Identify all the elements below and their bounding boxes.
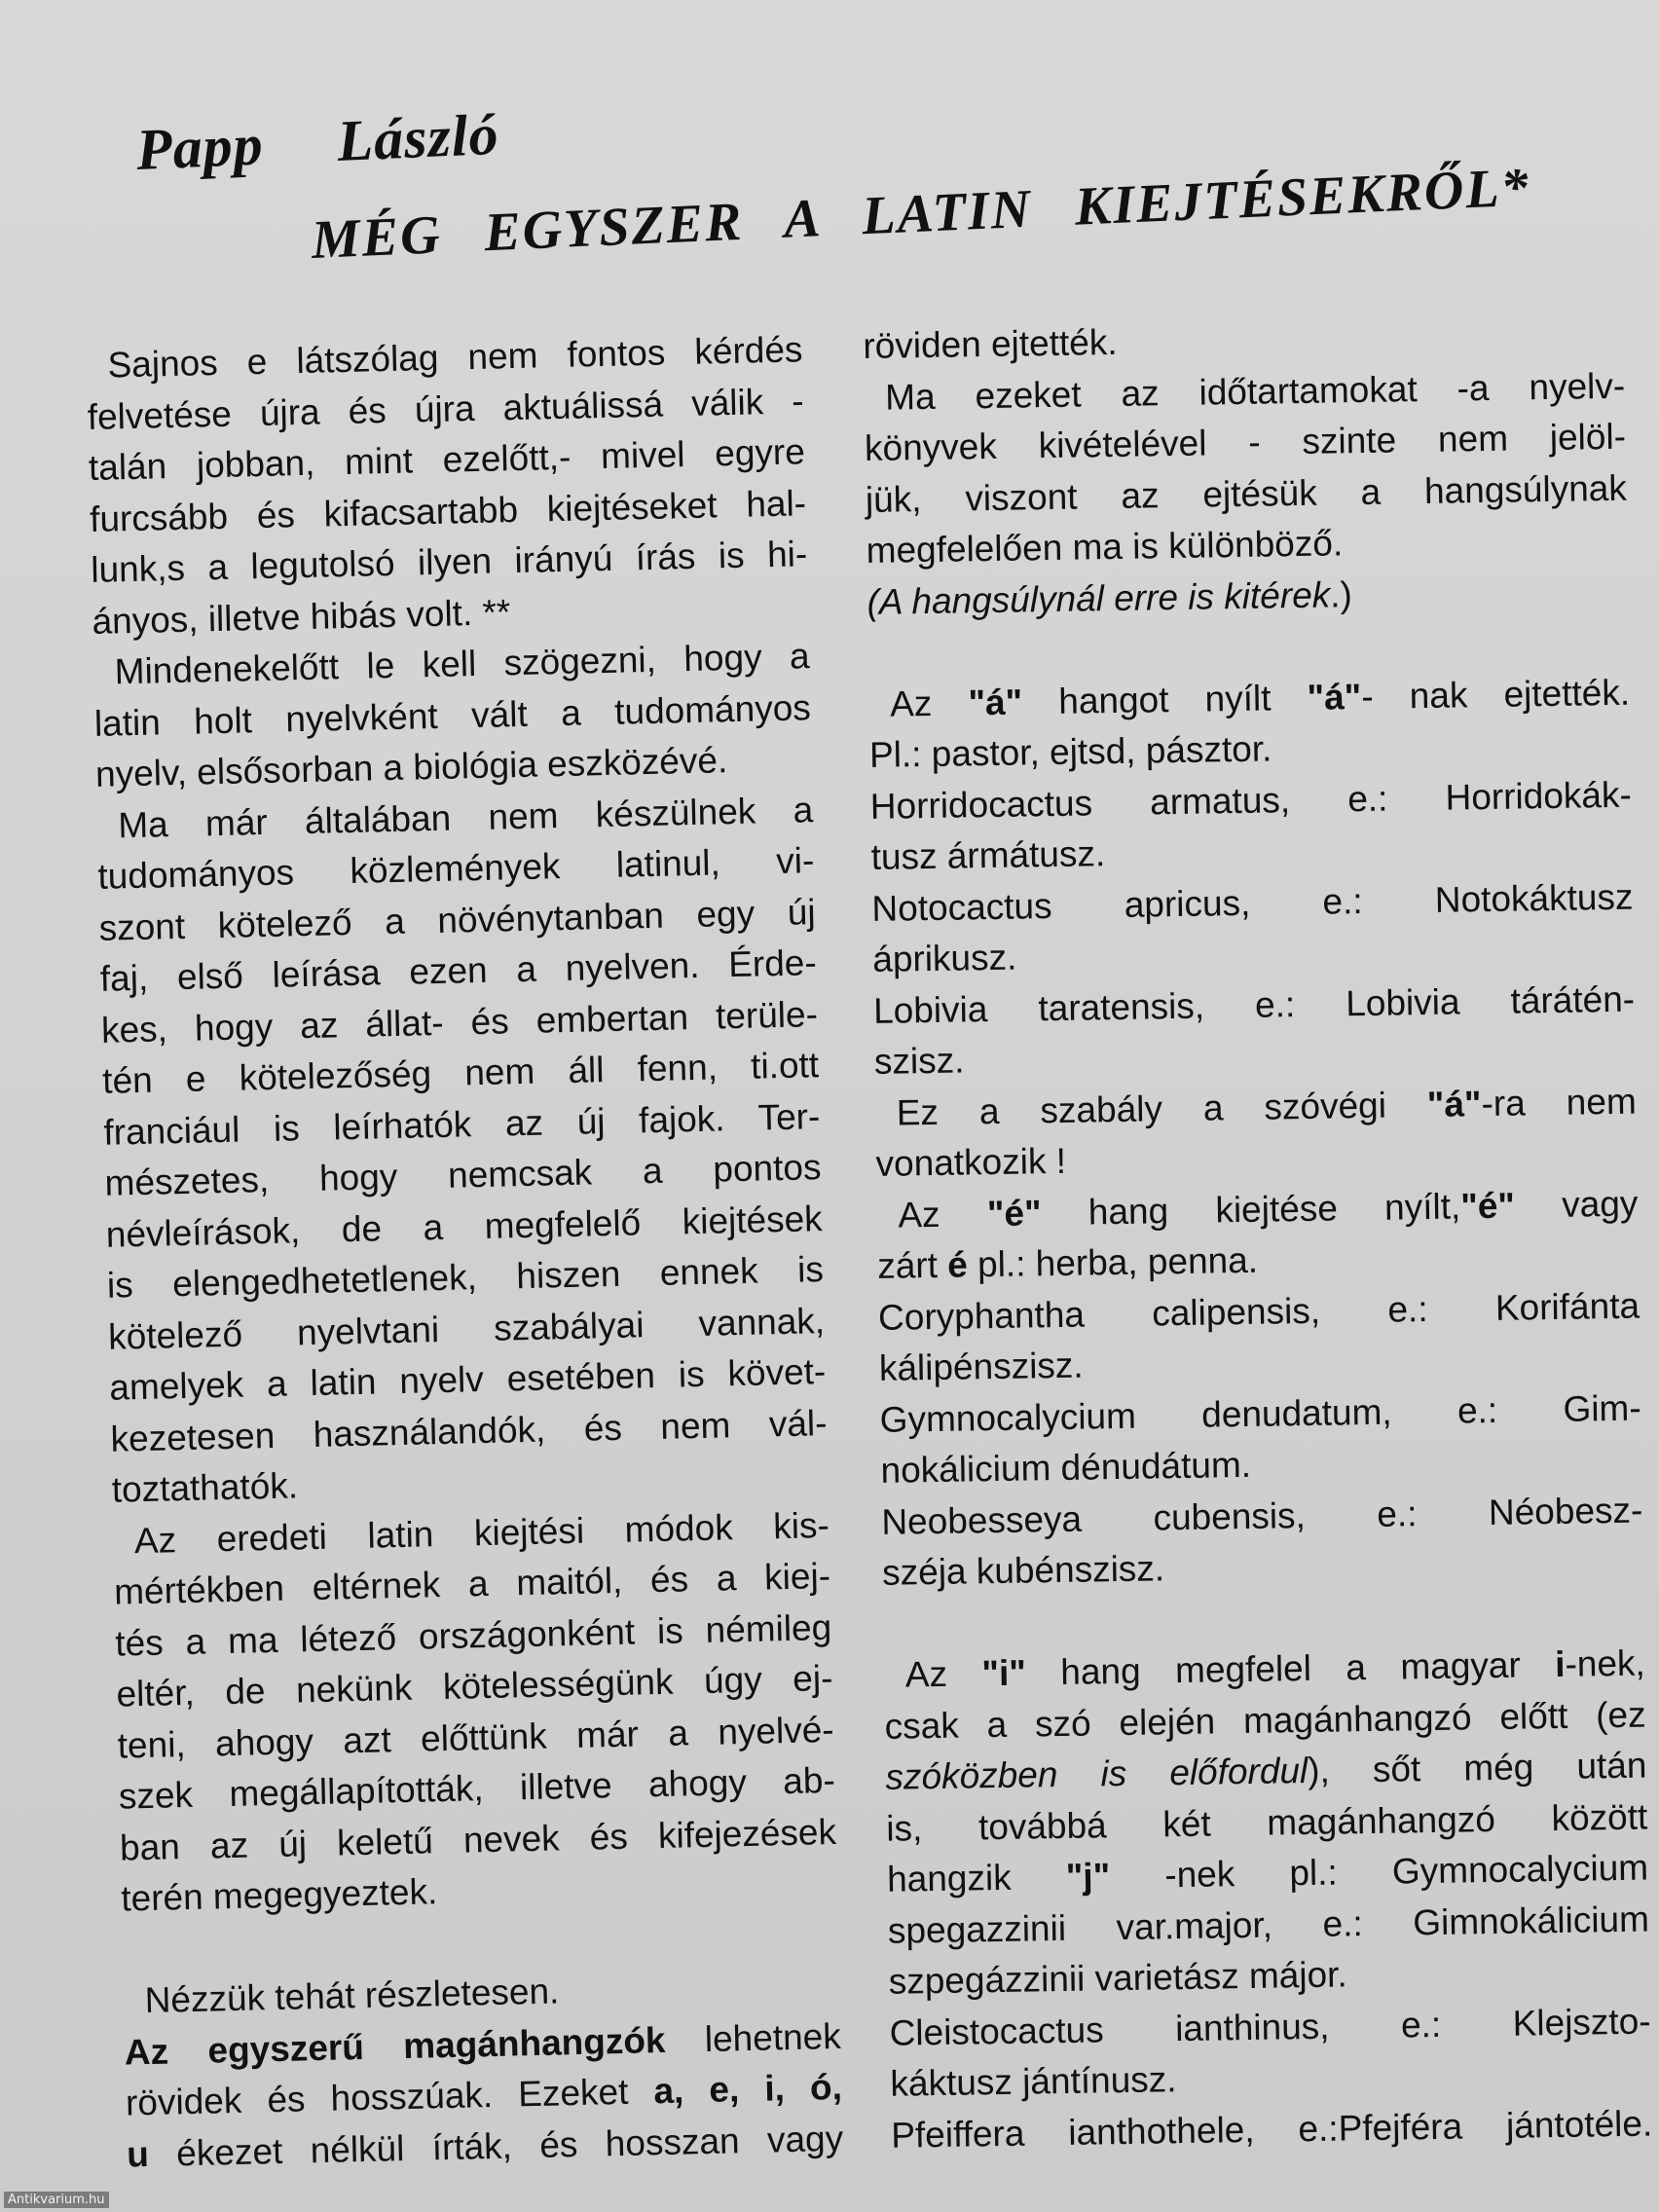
text-segment: tusz ármátusz. <box>870 833 1106 877</box>
text-segment: Neobesseya cubensis, e.: Néobesz- <box>881 1490 1643 1542</box>
italic-text: (A hangsúlynál erre is kitérek <box>866 573 1331 622</box>
text-segment: lehetnek <box>664 2015 842 2060</box>
bold-text: é <box>946 1244 969 1285</box>
italic-text: szóközben is előfordul <box>885 1751 1309 1797</box>
text-segment: furcsább és kifacsartabb kiejtéseket hal- <box>89 482 807 539</box>
text-segment: felvetése újra és újra aktuálissá válik - <box>87 380 805 437</box>
text-segment: Pfeiffera ianthothele, e.:Pfejféra jántotéle. <box>890 2102 1653 2156</box>
text-segment: zárt <box>876 1244 948 1286</box>
text-segment: Notocactus apricus, e.: Notokáktusz <box>871 876 1634 929</box>
bold-text: i <box>1554 1643 1566 1684</box>
text-segment: -ra nem <box>1481 1081 1638 1124</box>
text-segment: -nek, <box>1565 1642 1646 1684</box>
text-segment: Mindenekelőtt le kell szögezni, hogy a <box>114 636 811 692</box>
text-segment: vagy <box>1514 1183 1639 1226</box>
bold-text: Az egyszerű magánhangzók <box>124 2019 666 2073</box>
text-segment: hangzik <box>886 1856 1067 1899</box>
text-segment: röviden ejtették. <box>863 321 1118 366</box>
text-segment: szpegázzinii varietász májor. <box>888 1954 1347 2002</box>
bold-text: "á" <box>968 681 1023 722</box>
text-segment: nyelv, elsősorban a biológia eszközévé. <box>94 740 728 794</box>
author-name: Papp László <box>134 101 500 182</box>
text-segment: Coryphantha calipensis, e.: Korifánta <box>877 1285 1641 1338</box>
bold-text: "á" <box>1307 676 1362 718</box>
text-segment: széja kubénszisz. <box>881 1548 1165 1593</box>
text-segment: ányos, illetve hibás volt. ** <box>92 591 511 642</box>
bold-text: "i" <box>981 1652 1027 1694</box>
text-segment: teni, ahogy azt előttünk már a nyelvé- <box>117 1709 835 1766</box>
text-segment: tén e kötelezőség nem áll fenn, ti.ott <box>101 1045 820 1101</box>
text-segment: .) <box>1329 573 1353 614</box>
text-segment: amelyek a latin nyelv esetében is követ- <box>108 1351 827 1408</box>
text-segment: Cleistocactus ianthinus, e.: Klejszto- <box>889 2001 1651 2053</box>
text-segment: terén megegyeztek. <box>120 1871 438 1919</box>
text-segment: - nak ejtették. <box>1360 672 1631 717</box>
text-segment: Az <box>889 682 969 724</box>
text-segment: tudományos közlemények latinul, vi- <box>97 840 815 897</box>
bold-text: "á" <box>1426 1083 1482 1124</box>
text-segment: jük, viszont az ejtésük a hangsúlynak <box>865 467 1628 520</box>
bold-text: "j" <box>1065 1856 1111 1897</box>
text-segment: faj, első leírása ezen a nyelven. Érde- <box>99 942 818 999</box>
text-segment: Gymnocalycium denudatum, e.: Gim- <box>879 1387 1641 1440</box>
text-segment: Lobivia taratensis, e.: Lobivia tárátén- <box>872 978 1636 1031</box>
text-segment: eltér, de nekünk kötelességünk úgy ej- <box>116 1657 833 1714</box>
text-segment: könyvek kivételével - szinte nem jelöl- <box>864 416 1627 468</box>
text-segment: -nek pl.: Gymnocalycium <box>1109 1847 1649 1897</box>
bold-text: u <box>126 2133 150 2175</box>
text-segment: névleírások, de a megfelelő kiejtések <box>105 1198 824 1255</box>
text-segment: hangot nyílt <box>1021 677 1308 721</box>
text-segment: szont kötelező a növénytanban egy új <box>98 891 816 948</box>
text-segment: Horridocactus armatus, e.: Horridokák- <box>869 774 1633 827</box>
text-segment: hang megfelel a magyar <box>1025 1644 1556 1693</box>
text-segment: mértékben eltérnek a maitól, és a kiej- <box>113 1555 831 1612</box>
watermark-label: Antikvarium.hu <box>4 2192 109 2208</box>
text-segment: is, továbbá két magánhangzó között <box>885 1796 1648 1849</box>
text-segment: ban az új keletű nevek és kifejezések <box>119 1811 837 1868</box>
text-segment: káktusz jántínusz. <box>890 2059 1177 2104</box>
text-segment: Ma ezeket az időtartamokat -a nyelv- <box>884 365 1626 418</box>
text-segment: Nézzük tehát részletesen. <box>144 1971 560 2021</box>
text-segment: lunk,s a legutolsó ilyen irányú írás is hi- <box>90 534 808 590</box>
text-segment: spegazzinii var.major, e.: Gimnokálicium <box>887 1899 1650 1951</box>
text-segment: kötelező nyelvtani szabályai vannak, <box>107 1300 826 1357</box>
text-segment: Ez a szabály a szóvégi <box>896 1084 1428 1133</box>
text-segment: rövidek és hosszúak. Ezeket <box>125 2071 654 2123</box>
text-segment: vonatkozik ! <box>875 1140 1067 1184</box>
text-segment: ), sőt még után <box>1307 1745 1647 1790</box>
text-segment: Az eredeti latin kiejtési módok kis- <box>133 1504 830 1561</box>
text-segment: szisz. <box>873 1040 965 1082</box>
text-segment: is elengedhetetlenek, hiszen ennek is <box>106 1249 825 1306</box>
bold-text: "é" <box>986 1192 1042 1234</box>
text-segment: toztathatók. <box>111 1465 299 1510</box>
text-segment: kes, hogy az állat- és embertan terüle- <box>100 993 819 1051</box>
text-segment: kálipénszisz. <box>878 1345 1084 1388</box>
text-segment: latin holt nyelvként vált a tudományos <box>93 686 812 744</box>
text-segment: mészetes, hogy nemcsak a pontos <box>104 1147 822 1203</box>
text-segment: Pl.: pastor, ejtsd, pásztor. <box>868 728 1272 775</box>
text-segment: talán jobban, mint ezelőtt,- mivel egyre <box>88 431 806 488</box>
text-segment: Az <box>904 1653 982 1695</box>
text-segment: csak a szó elején magánhangzó előtt (ez <box>884 1694 1646 1747</box>
text-segment: kezetesen használandók, és nem vál- <box>110 1402 828 1459</box>
bold-text: "é" <box>1459 1185 1516 1226</box>
right-text-column <box>863 310 1653 2161</box>
text-segment: Az <box>898 1193 988 1235</box>
bold-text: a, e, i, ó, <box>652 2066 843 2112</box>
text-segment: áprikusz. <box>871 937 1017 979</box>
text-segment: tés a ma létező országonként is némileg <box>114 1606 832 1664</box>
left-text-column <box>86 324 844 2180</box>
article-title: MÉG EGYSZER A LATIN KIEJTÉSEKRŐL* <box>310 157 1531 271</box>
text-segment: hang kiejtése nyílt, <box>1041 1185 1461 1233</box>
text-segment: nokálicium dénudátum. <box>880 1444 1252 1491</box>
text-segment: szek megállapították, illetve ahogy ab- <box>118 1759 836 1817</box>
text-segment: ékezet nélkül írták, és hosszan vagy <box>148 2118 844 2174</box>
text-segment: pl.: herba, penna. <box>967 1239 1259 1285</box>
text-segment: megfelelően ma is különböző. <box>866 523 1344 571</box>
text-segment: Sajnos e látszólag nem fontos kérdés <box>107 329 803 386</box>
text-segment: franciául is leírhatók az új fajok. Ter- <box>102 1095 821 1153</box>
text-segment: Ma már általában nem készülnek a <box>117 789 814 845</box>
